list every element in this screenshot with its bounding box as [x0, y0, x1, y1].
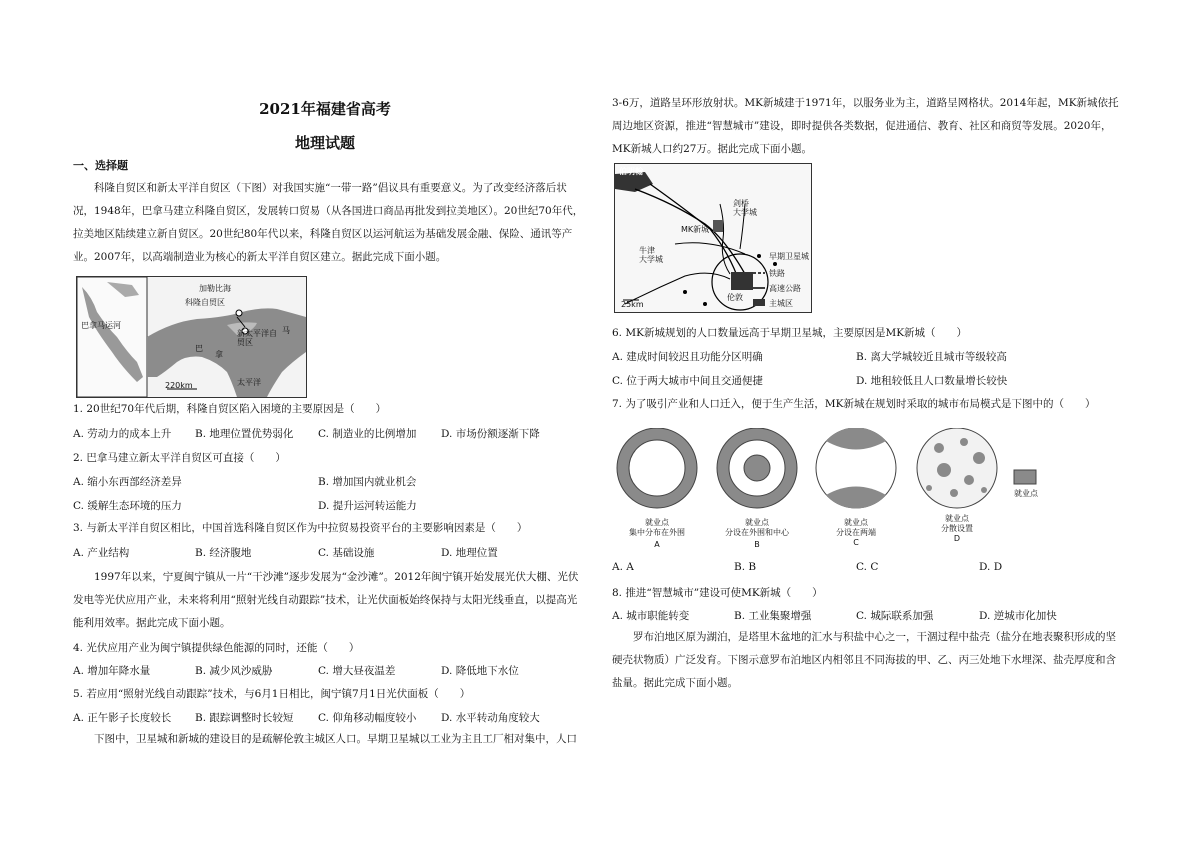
- q7-option-b[interactable]: B. B: [734, 561, 757, 573]
- q7-diagram: [614, 428, 1044, 518]
- q2-option-b[interactable]: B. 增加国内就业机会: [318, 476, 417, 488]
- q2-option-d[interactable]: D. 提升运河转运能力: [318, 500, 417, 512]
- q6-option-a[interactable]: A. 建成时间较迟且功能分区明确: [612, 351, 763, 363]
- map-label-colon: 科隆自贸区: [185, 298, 225, 307]
- map-label-newpacific: 新太平洋自贸区: [237, 329, 277, 347]
- intro-paragraph-3a: 下图中，卫星城和新城的建设目的是疏解伦敦主城区人口。早期卫星城以工业为主且工厂相对集中，人口: [94, 733, 577, 745]
- q7-option-a[interactable]: A. A: [612, 561, 634, 573]
- q4-stem: 4. 光伏应用产业为闽宁镇提供绿色能源的同时，还能（ ）: [73, 642, 360, 654]
- q7-letter-c: C: [853, 538, 859, 547]
- map2-legend-satellite: 早期卫星城: [769, 252, 809, 261]
- map2-scale: 25km: [621, 300, 644, 309]
- q7-letter-b: B: [754, 540, 760, 549]
- intro-paragraph-2: 1997年以来，宁夏闽宁镇从一片“干沙滩”逐步发展为“金沙滩”。2012年闽宁镇开始发展光伏大棚、光伏发电等光伏应用产业，未来将利用“照射光线自动跟踪”技术，让光伏面板始终保持与太阳光线垂直，以提高光能利用效率。据此完成下面小题。: [73, 571, 579, 629]
- map-label-pacific: 太平洋: [237, 378, 261, 387]
- q5-stem: 5. 若应用“照射光线自动跟踪”技术，与6月1日相比，闽宁镇7月1日光伏面板（ ）: [73, 688, 471, 700]
- q7-option-c[interactable]: C. C: [856, 561, 879, 573]
- q7-letter-a: A: [654, 540, 660, 549]
- q7-stem: 7. 为了吸引产业和人口迁入，便于生产生活，MK新城在规划时采取的城市布局模式是下图中的（ ）: [612, 398, 1096, 410]
- q4-option-a[interactable]: A. 增加年降水量: [73, 665, 151, 677]
- intro-paragraph-1: 科隆自贸区和新太平洋自贸区（下图）对我国实施“一带一路”倡议具有重要意义。为了改变经济落后状况，1948年，巴拿马建立科隆自贸区，发展转口贸易（从各国进口商品再批发到拉美地区）。20世纪70年代，拉美地区陆续建立新自贸区。20世纪80年代以来，科隆自贸区以运河航运为基础发展金融、保险、通讯等产业。2007年，以高端制造业为核心的新太平洋自贸区建立。据此完成下面小题。: [73, 182, 584, 263]
- q8-option-c[interactable]: C. 城际联系加强: [856, 610, 934, 622]
- map2-label-cambridge: 剑桥 大学城: [733, 199, 757, 217]
- q1-option-d[interactable]: D. 市场份额逐渐下降: [441, 428, 540, 440]
- map-label-na: 拿: [215, 350, 223, 359]
- q7-caption-a: 就业点 集中分布在外围: [629, 518, 685, 537]
- page-title: 2021年福建省高考: [259, 100, 391, 118]
- map2-label-mk: MK新城: [681, 225, 710, 234]
- q3-option-c[interactable]: C. 基础设施: [318, 547, 375, 559]
- q3-option-a[interactable]: A. 产业结构: [73, 547, 130, 559]
- map-label-canal-inset: 巴拿马运河: [81, 321, 121, 330]
- q7-letter-d: D: [953, 534, 961, 543]
- q2-option-a[interactable]: A. 缩小东西部经济差异: [73, 476, 182, 488]
- map2-label-oxford: 牛津 大学城: [639, 246, 663, 264]
- map2-legend-railway: 铁路: [769, 269, 785, 278]
- q7-legend-label: 就业点: [1014, 489, 1038, 498]
- q4-option-d[interactable]: D. 降低地下水位: [441, 665, 519, 677]
- q5-option-c[interactable]: C. 仰角移动幅度较小: [318, 712, 417, 724]
- q6-option-d[interactable]: D. 地租较低且人口数量增长较快: [856, 375, 1008, 387]
- mk-map: [614, 163, 812, 313]
- q2-option-c[interactable]: C. 缓解生态环境的压力: [73, 500, 182, 512]
- q4-option-b[interactable]: B. 减少风沙威胁: [195, 665, 273, 677]
- map2-label-birmingham: 伯明翰: [619, 167, 643, 176]
- map-scale: 220km: [165, 381, 193, 390]
- q7-caption-d: 就业点 分散设置: [941, 514, 973, 533]
- map2-legend-mainurban: 主城区: [769, 299, 793, 308]
- q1-stem: 1. 20世纪70年代后期，科隆自贸区陷入困境的主要原因是（ ）: [73, 403, 387, 415]
- q2-stem: 2. 巴拿马建立新太平洋自贸区可直接（ ）: [73, 452, 286, 464]
- page-subtitle: 地理试题: [294, 134, 355, 152]
- q1-option-b[interactable]: B. 地理位置优势弱化: [195, 428, 294, 440]
- map2-label-london: 伦敦: [727, 293, 743, 302]
- map2-legend-highway: 高速公路: [769, 284, 801, 293]
- q6-option-c[interactable]: C. 位于两大城市中间且交通便捷: [612, 375, 763, 387]
- q1-option-c[interactable]: C. 制造业的比例增加: [318, 428, 417, 440]
- q7-caption-c: 就业点 分设在两端: [836, 518, 876, 537]
- map-label-ma: 马: [282, 326, 290, 335]
- q8-stem: 8. 推进“智慧城市”建设可使MK新城（ ）: [612, 587, 823, 599]
- q4-option-c[interactable]: C. 增大昼夜温差: [318, 665, 396, 677]
- intro-paragraph-3b: 3-6万，道路呈环形放射状。MK新城建于1971年，以服务业为主，道路呈网格状。2014年起，MK新城依托周边地区资源，推进“智慧城市”建设，即时提供各类数据，促进通信、教育、社区和商贸等发展。2020年，MK新城人口约27万。据此完成下面小题。: [612, 97, 1119, 155]
- q1-option-a[interactable]: A. 劳动力的成本上升: [73, 428, 172, 440]
- q6-stem: 6. MK新城规划的人口数量远高于早期卫星城，主要原因是MK新城（ ）: [612, 327, 968, 339]
- q3-option-b[interactable]: B. 经济腹地: [195, 547, 252, 559]
- q8-option-a[interactable]: A. 城市职能转变: [612, 610, 690, 622]
- panama-map: [76, 276, 307, 398]
- q5-option-d[interactable]: D. 水平转动角度较大: [441, 712, 540, 724]
- map-label-ba: 巴: [195, 344, 203, 353]
- q3-option-d[interactable]: D. 地理位置: [441, 547, 498, 559]
- q6-option-b[interactable]: B. 离大学城较近且城市等级较高: [856, 351, 1007, 363]
- q7-option-d[interactable]: D. D: [979, 561, 1003, 573]
- q7-caption-b: 就业点 分设在外围和中心: [725, 518, 789, 537]
- intro-paragraph-4: 罗布泊地区原为湖泊，是塔里木盆地的汇水与积盐中心之一，干涸过程中盐壳（盐分在地表聚积形成的坚硬壳状物质）广泛发育。下图示意罗布泊地区内相邻且不同海拔的甲、乙、丙三处地下水埋深、盐壳厚度和含盐量。据此完成下面小题。: [612, 631, 1116, 689]
- q8-option-d[interactable]: D. 逆城市化加快: [979, 610, 1057, 622]
- map-label-caribbean: 加勒比海: [199, 284, 231, 293]
- section-heading: 一、选择题: [73, 159, 128, 172]
- q5-option-b[interactable]: B. 跟踪调整时长较短: [195, 712, 294, 724]
- q5-option-a[interactable]: A. 正午影子长度较长: [73, 712, 172, 724]
- q3-stem: 3. 与新太平洋自贸区相比，中国首选科隆自贸区作为中拉贸易投资平台的主要影响因素是（ ）: [73, 522, 528, 534]
- q8-option-b[interactable]: B. 工业集聚增强: [734, 610, 812, 622]
